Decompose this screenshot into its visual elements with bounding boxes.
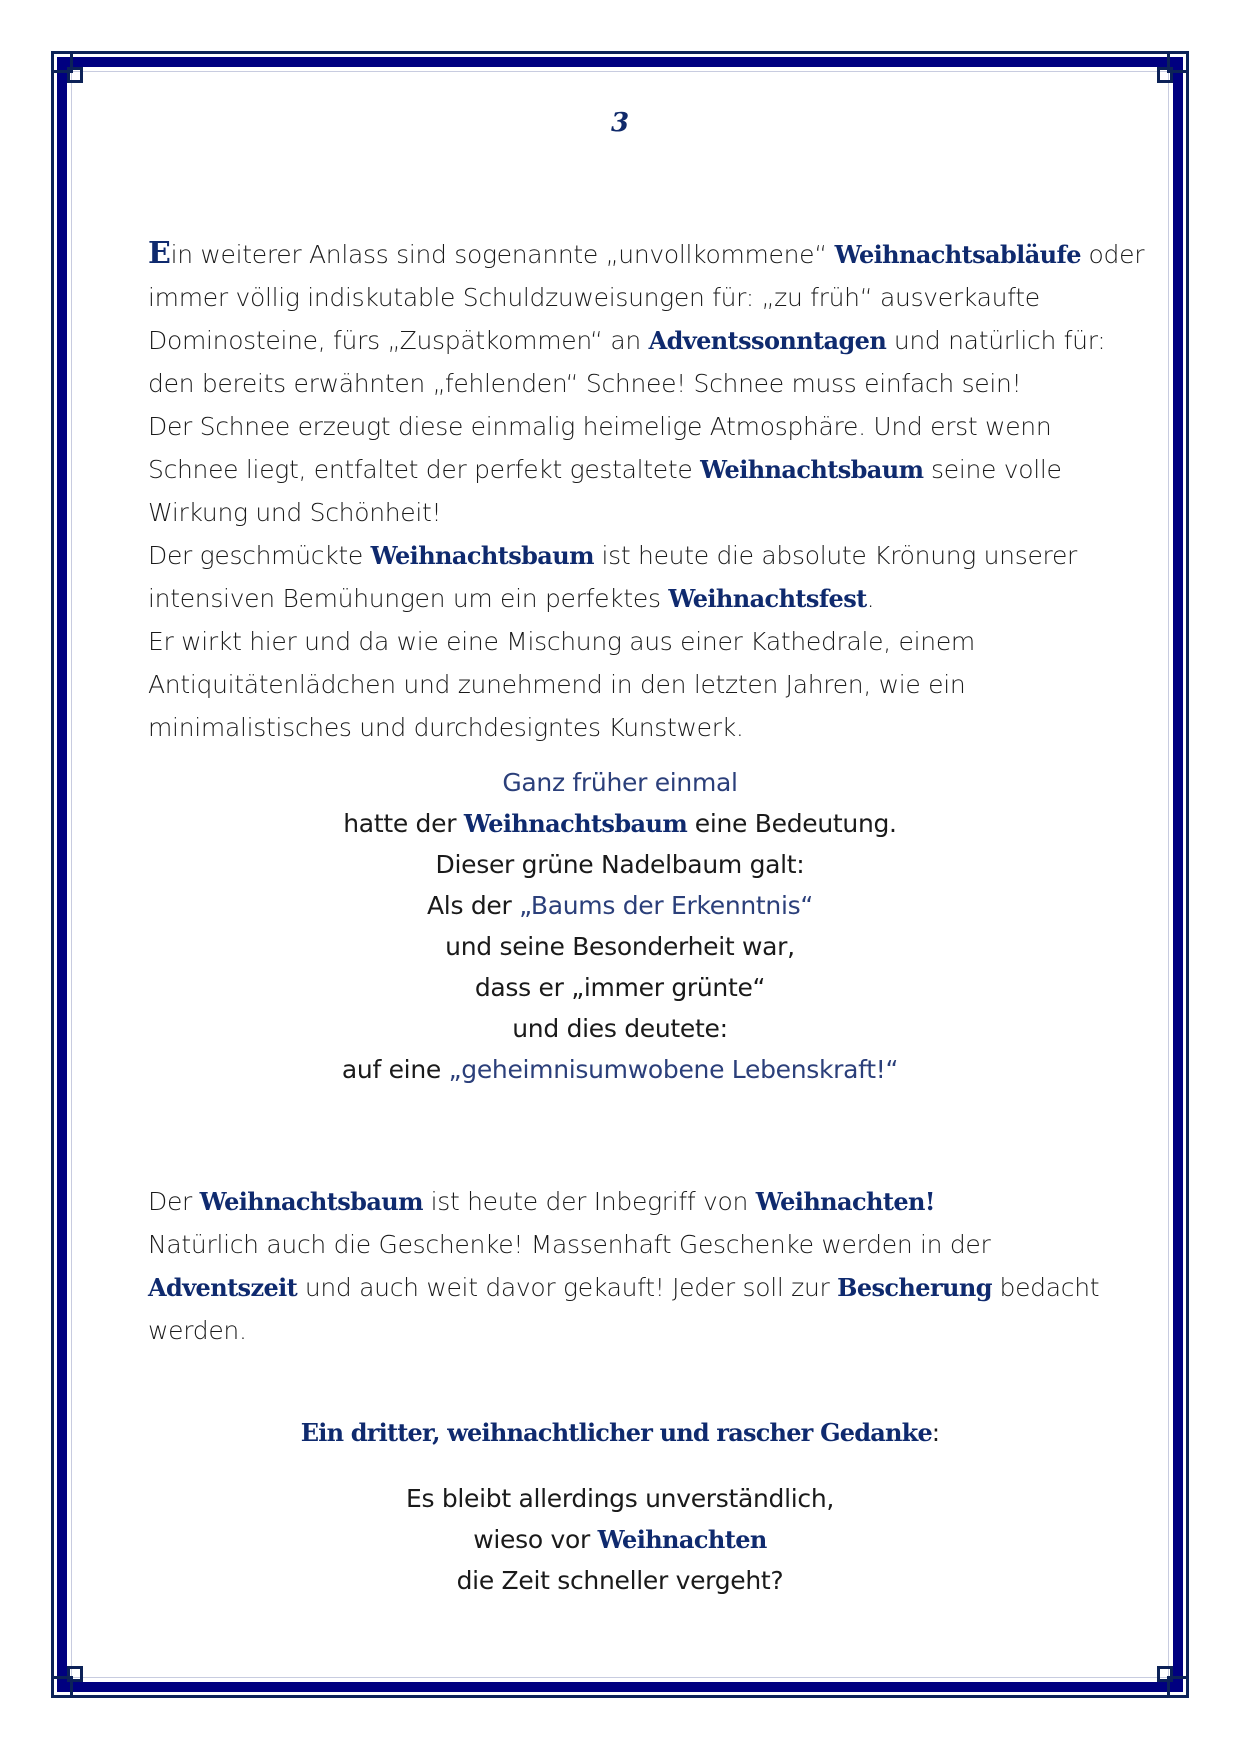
text-line: Der geschmückte Weihnachtsbaum ist heute die absolute Krönung unserer xyxy=(148,541,1078,570)
corner-ornament-bottom-left-inner xyxy=(67,1666,83,1682)
paragraph-tree-gifts xyxy=(148,1180,1108,1352)
highlight-term: Weihnachtsbaum xyxy=(370,541,594,570)
poem-line: Dieser grüne Nadelbaum galt: xyxy=(435,850,805,879)
poem-line: Als der „Baums der Erkenntnis“ xyxy=(427,891,813,920)
poem-line: und seine Besonderheit war, xyxy=(445,932,795,961)
text-line: minimalistisches und durchdesigntes Kunstwerk. xyxy=(148,713,744,742)
text-line: Wirkung und Schönheit! xyxy=(148,498,442,527)
highlight-term: Weihnachtsbaum xyxy=(199,1187,423,1216)
highlight-term: Weihnachten! xyxy=(755,1187,935,1216)
text-line: werden. xyxy=(148,1316,247,1345)
text-line: Er wirkt hier und da wie eine Mischung aus einer Kathedrale, einem xyxy=(148,627,975,656)
text-line: Schnee liegt, entfaltet der perfekt gestaltete Weihnachtsbaum seine volle xyxy=(148,455,1062,484)
highlight-term: Weihnachtsfest xyxy=(668,584,867,613)
poem-line: dass er „immer grünte“ xyxy=(474,973,766,1002)
paragraph-intro xyxy=(148,232,1145,749)
closing-block xyxy=(72,1478,1168,1601)
poem-line: und dies deutete: xyxy=(512,1014,728,1043)
section-heading: Ein dritter, weihnachtlicher und rascher Gedanke: xyxy=(300,1418,940,1447)
poem-line: auf eine „geheimnisumwobene Lebenskraft!“ xyxy=(341,1055,899,1084)
highlight-term: Weihnachtsbaum xyxy=(700,455,924,484)
closing-line: die Zeit schneller vergeht? xyxy=(456,1566,784,1595)
drop-cap: E xyxy=(148,236,171,271)
poem-line: hatte der Weihnachtsbaum eine Bedeutung. xyxy=(343,809,897,838)
highlight-term: Weihnachten xyxy=(597,1525,767,1554)
text-line: Natürlich auch die Geschenke! Massenhaft Geschenke werden in der xyxy=(148,1230,991,1259)
poem-line: Ganz früher einmal xyxy=(502,768,738,797)
text-line: Dominosteine, fürs „Zuspätkommen“ an Adventssonntagen und natürlich für: xyxy=(148,326,1106,355)
highlight-term: Bescherung xyxy=(837,1273,992,1302)
text-line: immer völlig indiskutable Schuldzuweisungen für: „zu früh“ ausverkaufte xyxy=(148,283,1040,312)
text-line: den bereits erwähnten „fehlenden“ Schnee! Schnee muss einfach sein! xyxy=(148,369,1022,398)
corner-ornament-top-right-inner xyxy=(1157,67,1173,83)
closing-line: Es bleibt allerdings unverständlich, xyxy=(405,1484,835,1513)
text-line: Antiquitätenlädchen und zunehmend in den letzten Jahren, wie ein xyxy=(148,670,966,699)
corner-ornament-top-left-inner xyxy=(67,67,83,83)
text-line: Der Schnee erzeugt diese einmalig heimelige Atmosphäre. Und erst wenn xyxy=(148,412,1052,441)
highlight-term: Weihnachtsbaum xyxy=(463,809,688,838)
closing-line: wieso vor Weihnachten xyxy=(473,1525,767,1554)
highlight-term: Adventszeit xyxy=(148,1273,298,1302)
page-number: 3 xyxy=(610,108,630,138)
poem-block xyxy=(72,762,1168,1090)
text-line: Ein weiterer Anlass sind sogenannte „unvollkommene“ Weihnachtsabläufe oder xyxy=(148,236,1145,271)
text-line: intensiven Bemühungen um ein perfektes Weihnachtsfest. xyxy=(148,584,875,613)
highlight-term: Weihnachtsabläufe xyxy=(834,240,1081,269)
text-line: Adventszeit und auch weit davor gekauft! Jeder soll zur Bescherung bedacht xyxy=(148,1273,1100,1302)
highlight-term: Adventssonntagen xyxy=(648,326,887,355)
corner-ornament-bottom-right-inner xyxy=(1157,1666,1173,1682)
text-line: Der Weihnachtsbaum ist heute der Inbegriff von Weihnachten! xyxy=(148,1187,935,1216)
